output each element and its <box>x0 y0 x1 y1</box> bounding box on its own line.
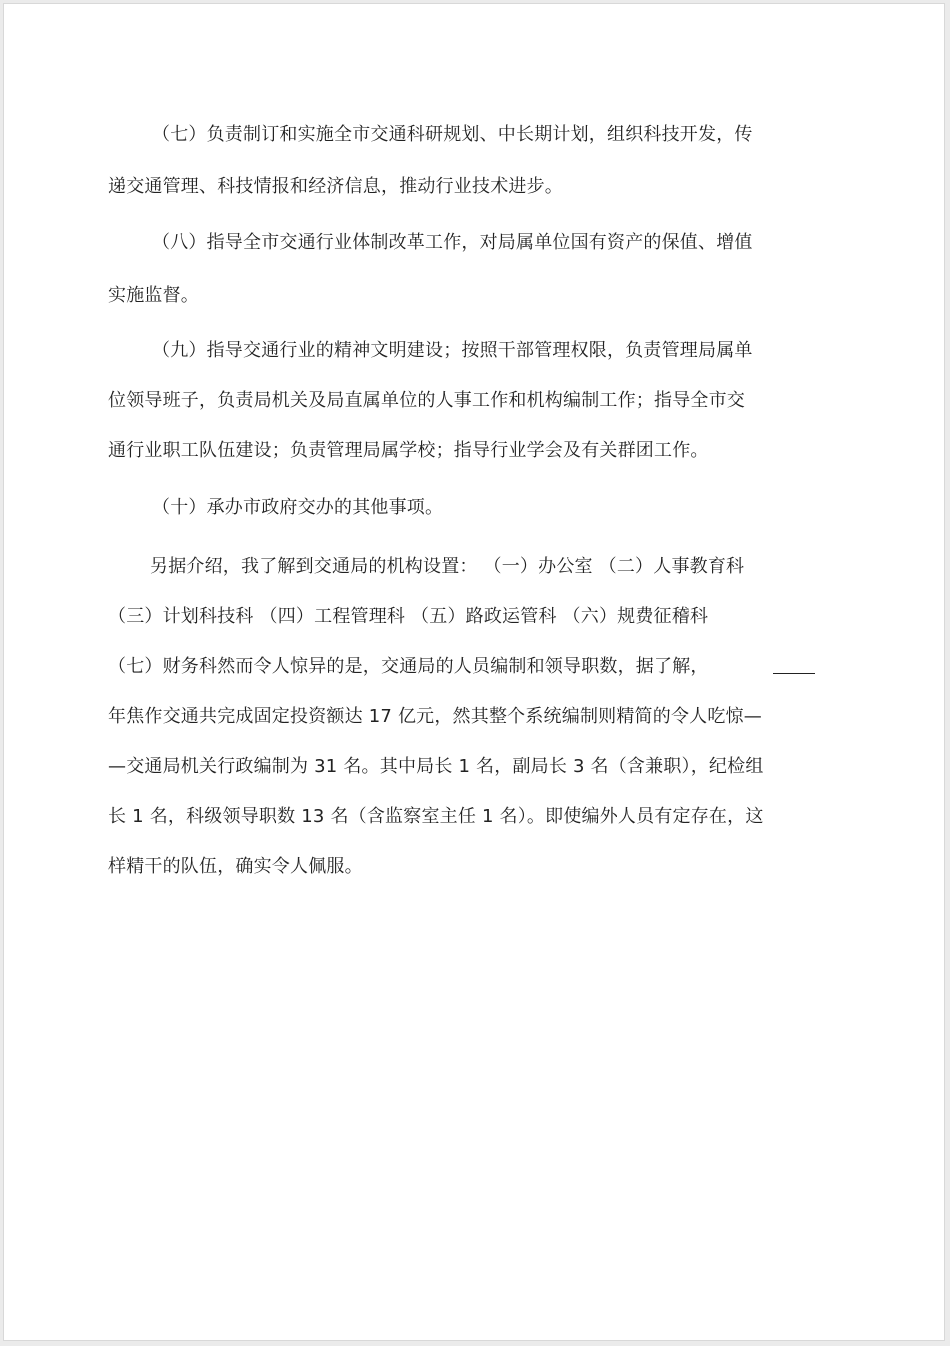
paragraph-11-line-5: —交通局机关行政编制为 31 名。其中局长 1 名，副局长 3 名（含兼职），纪检组 <box>108 756 764 777</box>
paragraph-9-line-2: 位领导班子，负责局机关及局直属单位的人事工作和机构编制工作；指导全市交 <box>108 390 745 411</box>
paragraph-9-line-3: 通行业职工队伍建设；负责管理局属学校；指导行业学会及有关群团工作。 <box>108 440 709 461</box>
paragraph-10-line-1: （十）承办市政府交办的其他事项。 <box>152 497 444 518</box>
paragraph-7-line-2: 递交通管理、科技情报和经济信息，推动行业技术进步。 <box>108 176 563 197</box>
paragraph-7-line-1: （七）负责制订和实施全市交通科研规划、中长期计划，组织科技开发，传 <box>152 124 753 145</box>
fill-in-blank <box>773 657 815 674</box>
paragraph-11-line-4: 年焦作交通共完成固定投资额达 17 亿元，然其整个系统编制则精简的令人吃惊— <box>108 706 762 727</box>
paragraph-11-line-1: 另据介绍，我了解到交通局的机构设置： （一）办公室 （二）人事教育科 <box>150 556 745 577</box>
paragraph-9-line-1: （九）指导交通行业的精神文明建设；按照干部管理权限，负责管理局属单 <box>152 340 753 361</box>
paragraph-8-line-1: （八）指导全市交通行业体制改革工作，对局属单位国有资产的保值、增值 <box>152 232 753 253</box>
paragraph-11-line-6: 长 1 名，科级领导职数 13 名（含监察室主任 1 名）。即使编外人员有定存在，这 <box>108 806 764 827</box>
paragraph-11-line-3 <box>108 656 815 678</box>
paragraph-8-line-2: 实施监督。 <box>108 285 199 306</box>
paragraph-11-line-2: （三）计划科技科 （四）工程管理科 （五）路政运管科 （六）规费征稽科 <box>108 606 709 627</box>
paragraph-11-line-7: 样精干的队伍，确实令人佩服。 <box>108 856 363 877</box>
paragraph-11-line-3-text: （七）财务科然而令人惊异的是，交通局的人员编制和领导职数，据了解， <box>108 656 709 677</box>
